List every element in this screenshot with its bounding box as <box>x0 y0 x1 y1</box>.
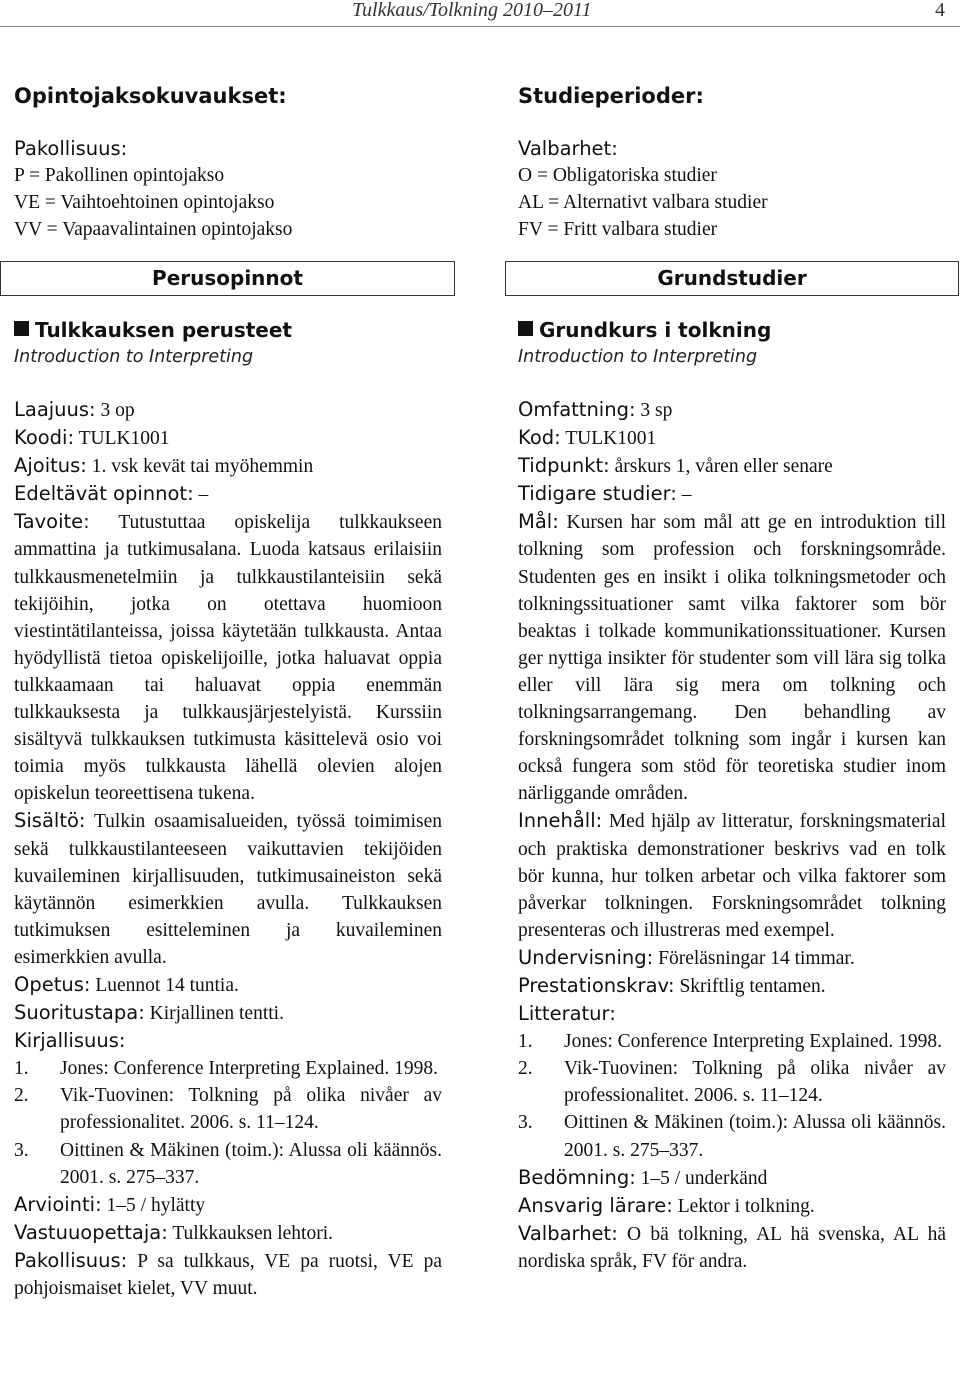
left-reference-list <box>14 1055 442 1190</box>
bullet-square-icon <box>14 321 29 336</box>
right-course-title-text: Grundkurs i tolkning <box>539 318 772 342</box>
field-label: Innehåll: <box>518 809 603 833</box>
field-text: Kursen har som mål att ge en introduktion till tolkning som profession och forskningsområde. Studenten ges en insikt i olika tolkningsmetoder och tolkningssituationer samt vilka faktorer som bör beaktas i tolkade kommunikationssituationer. Kursen ger nyttiga insikter för studenter som vill lära sig tolka eller vill lära sig mera om tolkning och tolkningsarrangemang. Den behandling av forskningsområdet tolkning som ingår i kursen kan också fungera som stöd för teoretiska studier inom närliggande områden. <box>518 512 946 805</box>
field-value: årskurs 1, våren eller senare <box>609 456 833 478</box>
field-label: Opetus: <box>14 972 91 996</box>
field-value: TULK1001 <box>74 428 170 450</box>
left-legend-label: Pakollisuus: <box>14 137 128 160</box>
right-legend <box>518 135 946 243</box>
right-footer-fields <box>518 1164 946 1275</box>
field-label: Arviointi: <box>14 1192 102 1216</box>
field-label: Sisältö: <box>14 809 86 833</box>
left-column <box>14 82 442 1302</box>
right-course-subtitle: Introduction to Interpreting <box>518 347 758 367</box>
bullet-square-icon <box>518 321 533 336</box>
right-legend-line: O = Obligatoriska studier <box>518 165 717 186</box>
right-heading: Studieperioder: <box>518 84 704 108</box>
field-label: Ansvarig lärare: <box>518 1193 673 1217</box>
field-label: Valbarhet: <box>518 1221 618 1245</box>
field-label: Litteratur: <box>518 1002 616 1026</box>
field-value: 3 sp <box>635 400 673 421</box>
left-legend-line: VE = Vaihtoehtoinen opintojakso <box>14 192 275 213</box>
list-item: 2. Vik-Tuovinen: Tolkning på olika nivåer av professionalitet. 2006. s. 11–124. <box>14 1085 442 1134</box>
list-item: 1. Jones: Conference Interpreting Explained. 1998. <box>518 1031 942 1053</box>
field-value: O bä tolkning, AL hä svenska, AL hä nordiska språk, FV för andra. <box>518 1223 946 1272</box>
right-course-title <box>518 316 946 344</box>
field-label: Mål: <box>518 510 559 534</box>
field-label: Suoritustapa: <box>14 1001 145 1025</box>
field-value: – <box>193 484 209 506</box>
field-label: Prestationskrav: <box>518 973 675 997</box>
left-course-title-text: Tulkkauksen perusteet <box>35 318 292 342</box>
field-label: Edeltävät opinnot: <box>14 482 194 506</box>
right-legend-line: FV = Fritt valbara studier <box>518 219 718 240</box>
left-legend <box>14 135 442 243</box>
right-body <box>518 396 946 1028</box>
left-heading: Opintojaksokuvaukset: <box>14 84 287 108</box>
left-section-box: Perusopinnot <box>0 261 455 296</box>
field-value: Lektor i tolkning. <box>672 1195 815 1217</box>
field-value: 3 op <box>95 400 135 421</box>
field-value: P sa tulkkaus, VE pa ruotsi, VE pa pohjoismaiset kielet, VV muut. <box>14 1250 442 1299</box>
header-title: Tulkkaus/Tolkning 2010–2011 <box>352 0 592 21</box>
left-body <box>14 396 442 1055</box>
field-label: Tavoite: <box>14 510 90 534</box>
left-legend-line: P = Pakollinen opintojakso <box>14 165 225 186</box>
left-footer-fields <box>14 1191 442 1302</box>
left-course-title <box>14 316 442 344</box>
field-value: 1–5 / underkänd <box>635 1167 768 1189</box>
field-label: Undervisning: <box>518 945 654 969</box>
left-course-subtitle: Introduction to Interpreting <box>14 347 254 367</box>
field-label: Laajuus: <box>14 398 96 421</box>
field-label: Koodi: <box>14 426 75 450</box>
field-label: Bedömning: <box>518 1165 636 1189</box>
right-section-box: Grundstudier <box>505 261 959 296</box>
field-value: 1. vsk kevät tai myöhemmin <box>86 456 314 478</box>
page-number: 4 <box>935 0 945 21</box>
field-label: Omfattning: <box>518 398 636 421</box>
left-legend-line: VV = Vapaavalintainen opintojakso <box>14 219 293 240</box>
field-text: Tulkin osaamisalueiden, työssä toimimisen sekä tulkkaustilanteeseen vaikuttavien tekijöiden kuvaileminen kirjallisuuden, tutkimusaineiston sekä käytännön esimerkkien avulla. Tulkkauksen tutkimuksen esitteleminen ja kuvaileminen esimerkkien avulla. <box>14 811 442 968</box>
field-label: Tidigare studier: <box>518 482 677 506</box>
right-legend-label: Valbarhet: <box>518 137 618 160</box>
field-value: 1–5 / hylätty <box>101 1194 206 1216</box>
field-value: Luennot 14 tuntia. <box>90 974 239 996</box>
field-label: Kod: <box>518 426 561 450</box>
field-label: Ajoitus: <box>14 454 87 478</box>
right-column <box>518 82 946 1275</box>
field-value: Föreläsningar 14 timmar. <box>653 947 855 969</box>
field-label: Vastuuopettaja: <box>14 1220 168 1244</box>
field-label: Pakollisuus: <box>14 1248 128 1272</box>
field-value: – <box>676 484 692 506</box>
list-item: 3. Oittinen & Mäkinen (toim.): Alussa oli käännös. 2001. s. 275–337. <box>518 1112 946 1161</box>
right-legend-line: AL = Alternativt valbara studier <box>518 192 768 213</box>
field-value: Kirjallinen tentti. <box>144 1003 284 1025</box>
field-value: TULK1001 <box>560 428 657 450</box>
page-header <box>0 0 960 27</box>
list-item: 3. Oittinen & Mäkinen (toim.): Alussa oli käännös. 2001. s. 275–337. <box>14 1139 442 1188</box>
list-item: 2. Vik-Tuovinen: Tolkning på olika nivåer av professionalitet. 2006. s. 11–124. <box>518 1058 946 1107</box>
right-reference-list <box>518 1028 946 1163</box>
field-text: Med hjälp av litteratur, forskningsmaterial och praktiska demonstrationer beskrivs vad en tolk bör kunna, hur tolken arbetar och vilka faktorer som påverkar tolkningen. Forskningsområdet tolkning presenteras och illustreras med exempel. <box>518 811 946 941</box>
field-label: Tidpunkt: <box>518 454 610 478</box>
field-value: Tulkkauksen lehtori. <box>167 1222 334 1244</box>
field-label: Kirjallisuus: <box>14 1029 126 1053</box>
field-text: Tutustuttaa opiskelija tulkkaukseen ammattina ja tutkimusalana. Luoda katsaus erilaisiin tulkkausmenetelmiin ja tulkkaustilanteisiin sekä tekijöihin, jotka on otettava huomioon viestintätilanteissa, joissa käytetään tulkkausta. Antaa hyödyllistä tietoa opiskelijoille, jotka haluavat oppia tulkkaamaan tai haluavat oppia enemmän tulkkauksesta ja tulkkausjärjestelyistä. Kurssiin sisältyvä tulkkauksen tutkimusta käsittelevä osio voi toimia myös tulkkausta lähellä olevien alojen opiskelun teoreettisena tukena. <box>14 512 442 805</box>
field-value: Skriftlig tentamen. <box>674 975 826 997</box>
list-item: 1. Jones: Conference Interpreting Explained. 1998. <box>14 1058 438 1080</box>
